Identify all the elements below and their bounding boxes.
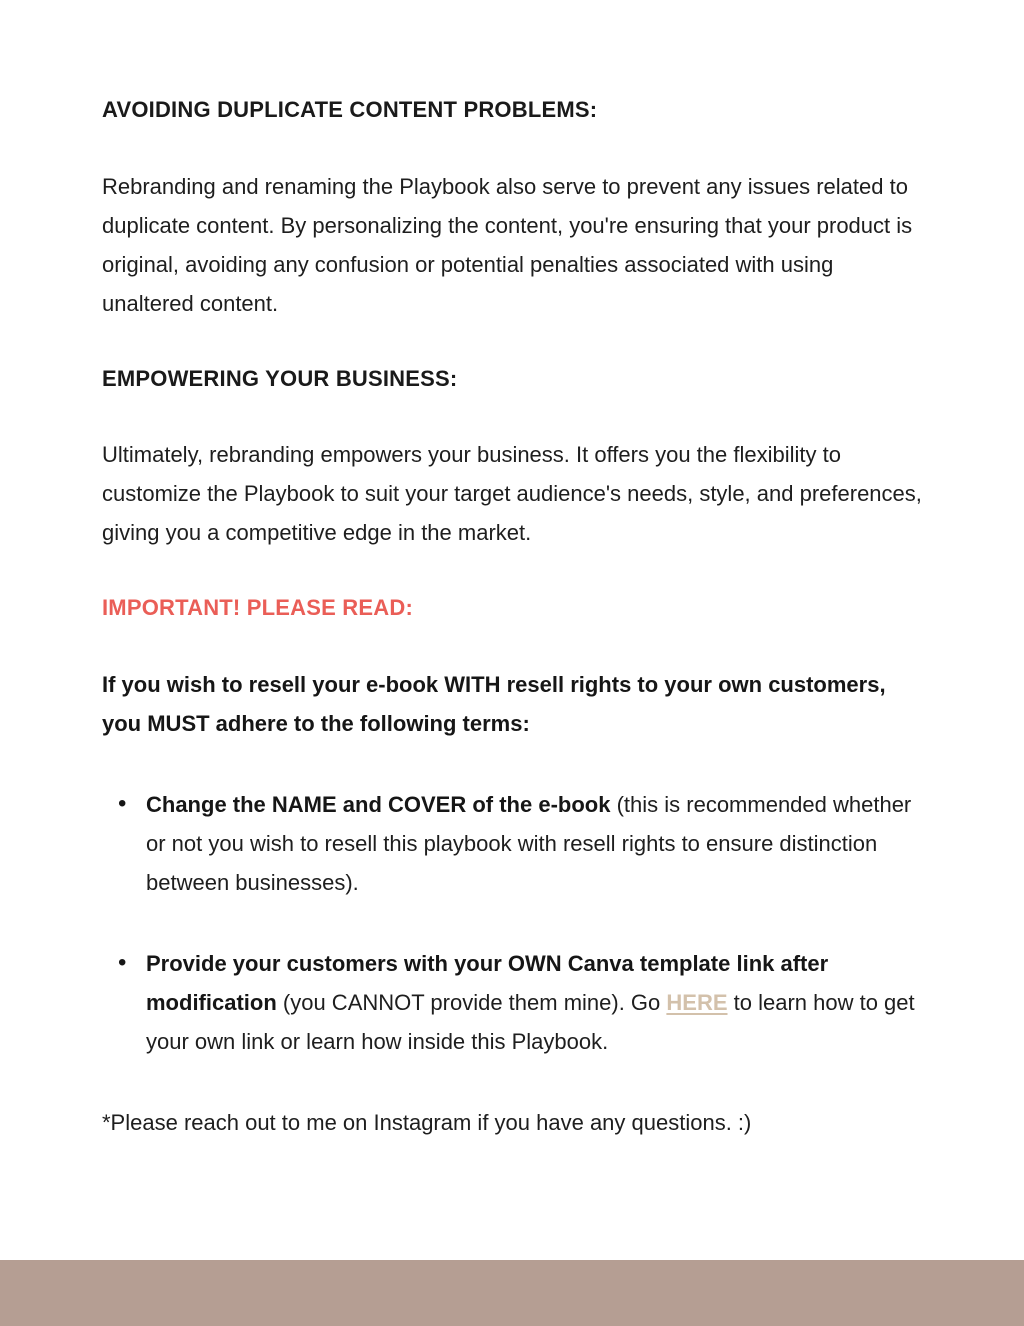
list-item-change-name-cover — [102, 785, 930, 902]
terms-list — [102, 785, 930, 1061]
paragraph-duplicate-content: Rebranding and renaming the Playbook also serve to prevent any issues related to duplicate content. By personalizing the content, you're ensuring that your product is original, avoiding any confusion or potential penalties associated with using unaltered content. — [102, 173, 913, 316]
bold-text-segment: Provide your customers with your OWN Canva template link after modification — [146, 950, 829, 1015]
bold-text-segment: Change the NAME and COVER of the e-book — [146, 791, 611, 817]
paragraph-resell-terms-intro: If you wish to resell your e-book WITH resell rights to your own customers, you MUST adhere to the following terms: — [102, 671, 886, 736]
footnote-instagram: *Please reach out to me on Instagram if you have any questions. :) — [102, 1109, 752, 1135]
heading-important-please-read: IMPORTANT! PLEASE READ: — [102, 595, 413, 621]
page-content — [102, 96, 930, 1142]
here-link[interactable]: HERE — [666, 989, 728, 1015]
text-segment: (you CANNOT provide them mine). Go — [276, 989, 667, 1015]
text-segment: to learn how to get your own link or learn how inside this Playbook. — [146, 989, 915, 1054]
heading-avoiding-duplicate-content: AVOIDING DUPLICATE CONTENT PROBLEMS: — [102, 97, 598, 122]
paragraph-empowering-business: Ultimately, rebranding empowers your business. It offers you the flexibility to customize the Playbook to suit your target audience's needs, style, and preferences, giving you a competitive edge in the market. — [102, 442, 922, 546]
text-segment: (this is recommended whether or not you wish to resell this playbook with resell rights to ensure distinction between businesses). — [146, 791, 912, 895]
heading-empowering-business: EMPOWERING YOUR BUSINESS: — [102, 365, 458, 391]
footer-color-band — [0, 1260, 1024, 1326]
list-item-provide-own-link — [102, 944, 930, 1061]
